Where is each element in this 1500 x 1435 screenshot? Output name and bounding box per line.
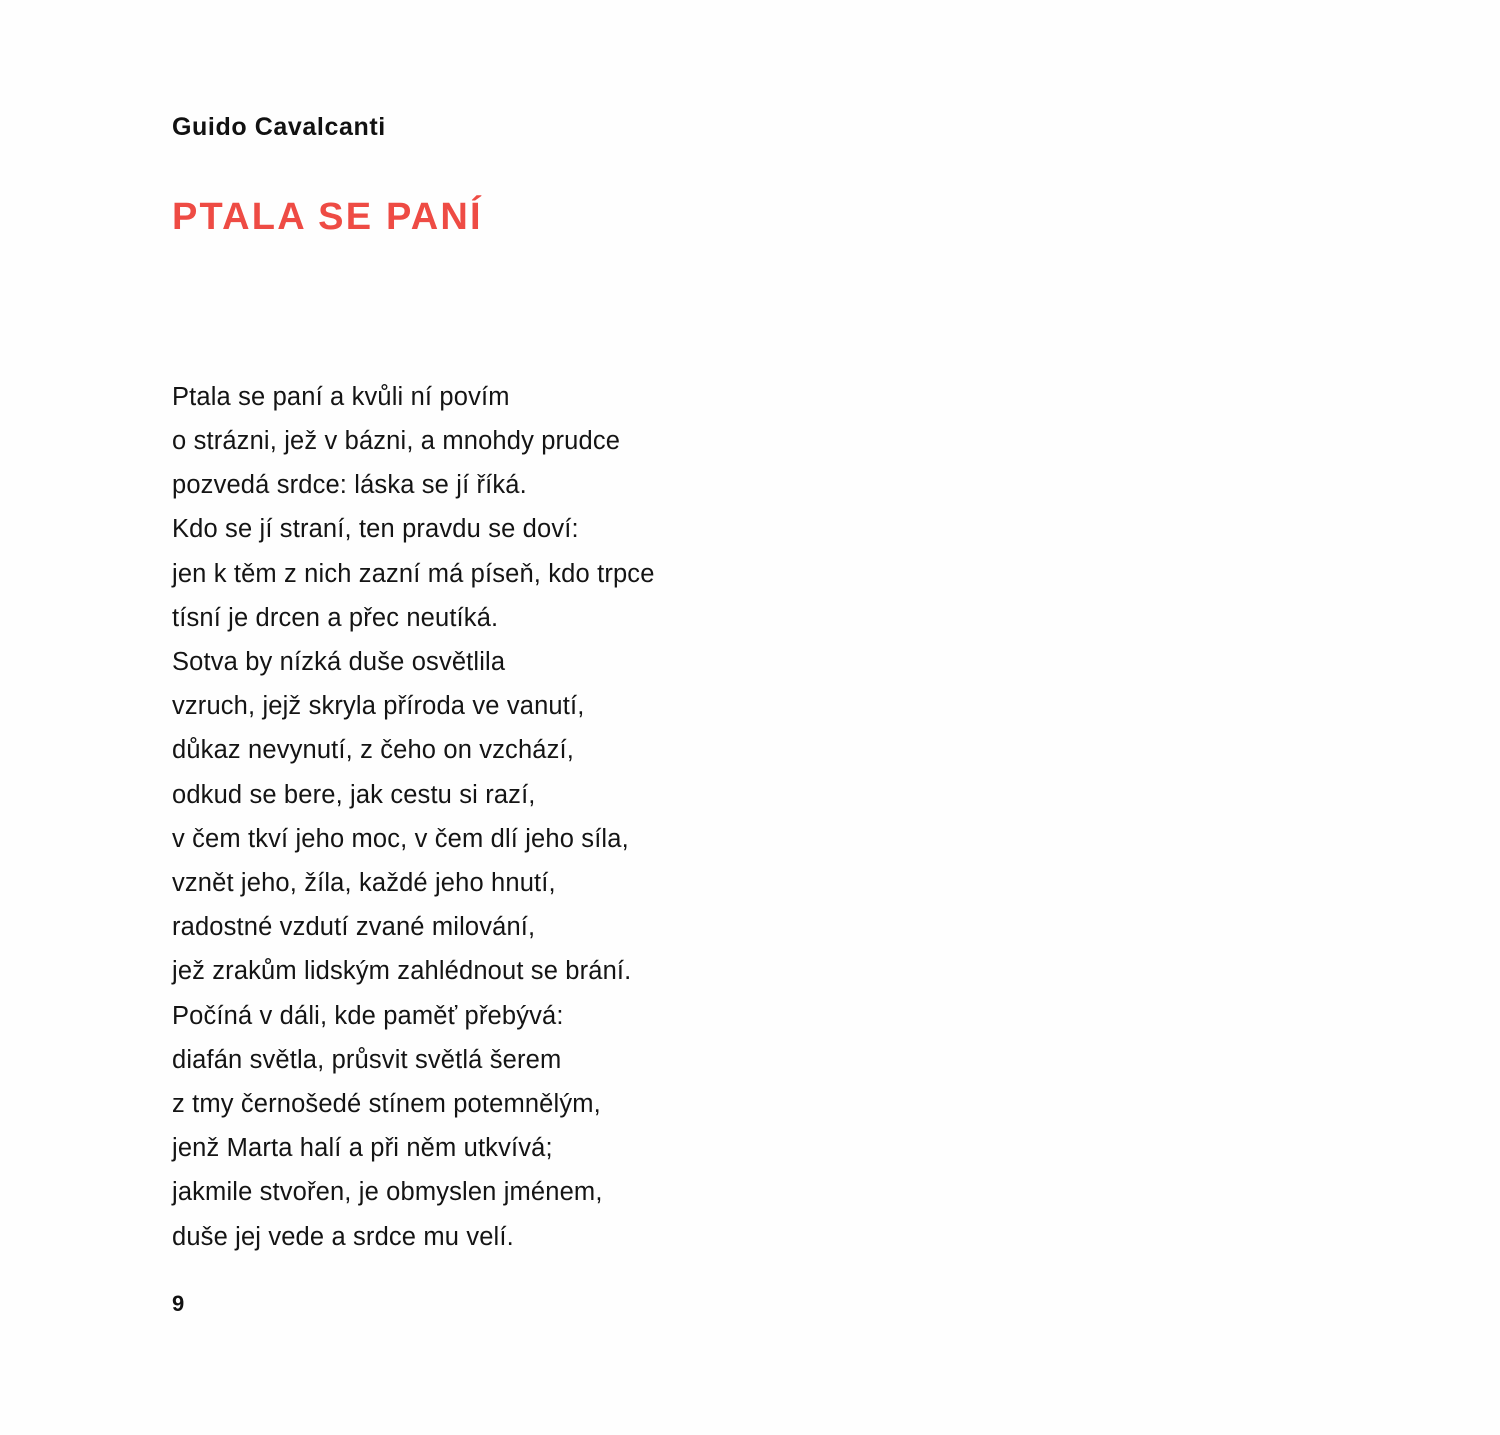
poem-line: jakmile stvořen, je obmyslen jménem, (172, 1178, 603, 1207)
page-content (172, 112, 1322, 1259)
poem-line: tísní je drcen a přec neutíká. (172, 603, 499, 632)
poem-line: pozvedá srdce: láska se jí říká. (172, 471, 527, 500)
poem-line: jež zrakům lidským zahlédnout se brání. (172, 957, 632, 986)
poem-line: vzruch, jejž skryla příroda ve vanutí, (172, 692, 585, 721)
poem-line: Ptala se paní a kvůli ní povím (172, 382, 510, 411)
poem-line: o strázni, jež v bázni, a mnohdy prudce (172, 426, 621, 455)
author-name: Guido Cavalcanti (172, 113, 386, 141)
poem-body (172, 375, 1322, 1259)
poem-line: duše jej vede a srdce mu velí. (172, 1222, 514, 1251)
poem-line: Počíná v dáli, kde paměť přebývá: (172, 1001, 564, 1030)
poem-line: odkud se bere, jak cestu si razí, (172, 780, 536, 809)
poem-line: diafán světla, průsvit světlá šerem (172, 1045, 562, 1074)
poem-line: jen k těm z nich zazní má píseň, kdo trpce (172, 559, 655, 588)
poem-line: radostné vzdutí zvané milování, (172, 913, 536, 942)
poem-line: jenž Marta halí a při něm utkvívá; (172, 1134, 553, 1163)
poem-line: v čem tkví jeho moc, v čem dlí jeho síla, (172, 824, 629, 853)
poem-line: z tmy černošedé stínem potemnělým, (172, 1089, 601, 1118)
poem-title: PTALA SE PANÍ (172, 196, 483, 238)
poem-line: vznět jeho, žíla, každé jeho hnutí, (172, 868, 556, 897)
poem-line: Kdo se jí straní, ten pravdu se doví: (172, 515, 579, 544)
poem-line: důkaz nevynutí, z čeho on vzchází, (172, 736, 574, 765)
poem-line: Sotva by nízká duše osvětlila (172, 647, 506, 676)
page-number: 9 (172, 1291, 185, 1316)
